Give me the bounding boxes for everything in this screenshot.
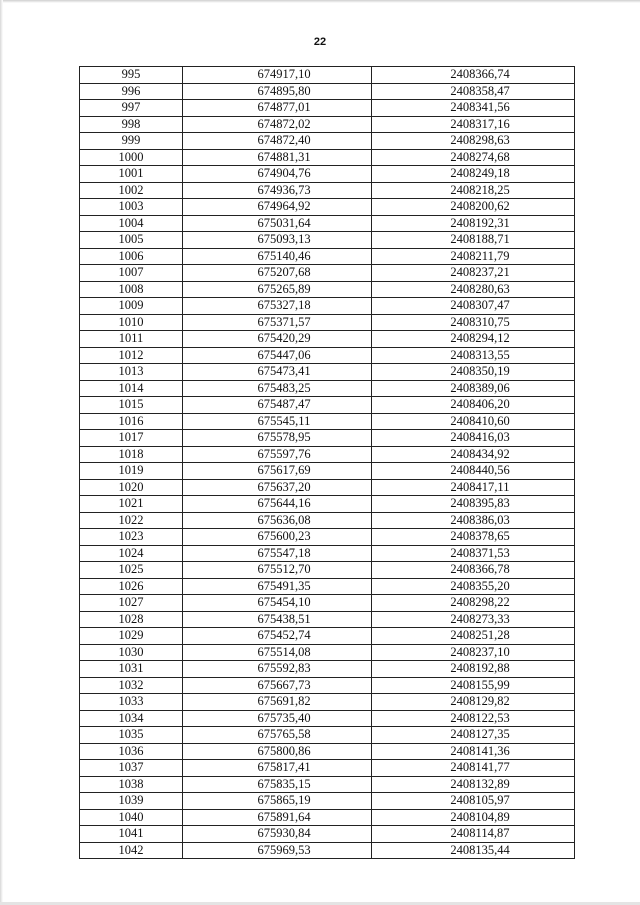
y-coordinate-cell: 2408371,53: [372, 545, 575, 562]
y-coordinate-cell: 2408122,53: [372, 710, 575, 727]
table-row: [80, 694, 575, 711]
y-coordinate-cell: 2408350,19: [372, 364, 575, 381]
table-row: [80, 776, 575, 793]
table-row: [80, 281, 575, 298]
point-number-cell: 1019: [80, 463, 183, 480]
table-row: [80, 743, 575, 760]
table-row: [80, 100, 575, 117]
x-coordinate-cell: 674895,80: [183, 83, 372, 100]
point-number-cell: 998: [80, 116, 183, 133]
y-coordinate-cell: 2408127,35: [372, 727, 575, 744]
point-number-cell: 1034: [80, 710, 183, 727]
y-coordinate-cell: 2408188,71: [372, 232, 575, 249]
table-row: [80, 133, 575, 150]
table-row: [80, 83, 575, 100]
table-row: [80, 430, 575, 447]
y-coordinate-cell: 2408417,11: [372, 479, 575, 496]
y-coordinate-cell: 2408310,75: [372, 314, 575, 331]
point-number-cell: 1041: [80, 826, 183, 843]
y-coordinate-cell: 2408141,77: [372, 760, 575, 777]
table-row: [80, 562, 575, 579]
point-number-cell: 1036: [80, 743, 183, 760]
x-coordinate-cell: 675447,06: [183, 347, 372, 364]
table-row: [80, 760, 575, 777]
point-number-cell: 995: [80, 67, 183, 84]
x-coordinate-cell: 675327,18: [183, 298, 372, 315]
x-coordinate-cell: 675636,08: [183, 512, 372, 529]
x-coordinate-cell: 675545,11: [183, 413, 372, 430]
table-row: [80, 116, 575, 133]
table-row: [80, 331, 575, 348]
y-coordinate-cell: 2408298,22: [372, 595, 575, 612]
y-coordinate-cell: 2408104,89: [372, 809, 575, 826]
x-coordinate-cell: 675667,73: [183, 677, 372, 694]
table-row: [80, 182, 575, 199]
point-number-cell: 1005: [80, 232, 183, 249]
x-coordinate-cell: 675969,53: [183, 842, 372, 859]
x-coordinate-cell: 674872,02: [183, 116, 372, 133]
x-coordinate-cell: 675765,58: [183, 727, 372, 744]
point-number-cell: 1016: [80, 413, 183, 430]
point-number-cell: 1026: [80, 578, 183, 595]
x-coordinate-cell: 675637,20: [183, 479, 372, 496]
table-row: [80, 529, 575, 546]
x-coordinate-cell: 675371,57: [183, 314, 372, 331]
y-coordinate-cell: 2408307,47: [372, 298, 575, 315]
point-number-cell: 1000: [80, 149, 183, 166]
y-coordinate-cell: 2408358,47: [372, 83, 575, 100]
y-coordinate-cell: 2408114,87: [372, 826, 575, 843]
table-row: [80, 347, 575, 364]
point-number-cell: 1002: [80, 182, 183, 199]
x-coordinate-cell: 675483,25: [183, 380, 372, 397]
y-coordinate-cell: 2408129,82: [372, 694, 575, 711]
point-number-cell: 1040: [80, 809, 183, 826]
x-coordinate-cell: 675514,08: [183, 644, 372, 661]
y-coordinate-cell: 2408135,44: [372, 842, 575, 859]
y-coordinate-cell: 2408218,25: [372, 182, 575, 199]
x-coordinate-cell: 674917,10: [183, 67, 372, 84]
x-coordinate-cell: 675817,41: [183, 760, 372, 777]
point-number-cell: 1038: [80, 776, 183, 793]
point-number-cell: 1008: [80, 281, 183, 298]
table-row: [80, 710, 575, 727]
x-coordinate-cell: 675438,51: [183, 611, 372, 628]
table-row: [80, 314, 575, 331]
y-coordinate-cell: 2408273,33: [372, 611, 575, 628]
point-number-cell: 999: [80, 133, 183, 150]
y-coordinate-cell: 2408366,78: [372, 562, 575, 579]
x-coordinate-cell: 675207,68: [183, 265, 372, 282]
y-coordinate-cell: 2408416,03: [372, 430, 575, 447]
table-row: [80, 826, 575, 843]
table-row: [80, 380, 575, 397]
x-coordinate-cell: 675140,46: [183, 248, 372, 265]
y-coordinate-cell: 2408341,56: [372, 100, 575, 117]
x-coordinate-cell: 675644,16: [183, 496, 372, 513]
point-number-cell: 1032: [80, 677, 183, 694]
x-coordinate-cell: 675093,13: [183, 232, 372, 249]
point-number-cell: 1013: [80, 364, 183, 381]
table-row: [80, 545, 575, 562]
point-number-cell: 1010: [80, 314, 183, 331]
table-row: [80, 496, 575, 513]
table-row: [80, 842, 575, 859]
point-number-cell: 1033: [80, 694, 183, 711]
point-number-cell: 1004: [80, 215, 183, 232]
x-coordinate-cell: 675578,95: [183, 430, 372, 447]
table-row: [80, 677, 575, 694]
y-coordinate-cell: 2408249,18: [372, 166, 575, 183]
point-number-cell: 1011: [80, 331, 183, 348]
point-number-cell: 1039: [80, 793, 183, 810]
x-coordinate-cell: 675031,64: [183, 215, 372, 232]
y-coordinate-cell: 2408386,03: [372, 512, 575, 529]
x-coordinate-cell: 675800,86: [183, 743, 372, 760]
table-row: [80, 248, 575, 265]
y-coordinate-cell: 2408141,36: [372, 743, 575, 760]
y-coordinate-cell: 2408317,16: [372, 116, 575, 133]
table-row: [80, 413, 575, 430]
table-row: [80, 479, 575, 496]
scan-edge-left: [0, 0, 3, 905]
point-number-cell: 1037: [80, 760, 183, 777]
x-coordinate-cell: 674877,01: [183, 100, 372, 117]
x-coordinate-cell: 675617,69: [183, 463, 372, 480]
y-coordinate-cell: 2408355,20: [372, 578, 575, 595]
x-coordinate-cell: 674964,92: [183, 199, 372, 216]
y-coordinate-cell: 2408155,99: [372, 677, 575, 694]
point-number-cell: 1025: [80, 562, 183, 579]
point-number-cell: 1042: [80, 842, 183, 859]
table-row: [80, 463, 575, 480]
point-number-cell: 1015: [80, 397, 183, 414]
x-coordinate-cell: 675930,84: [183, 826, 372, 843]
y-coordinate-cell: 2408237,10: [372, 644, 575, 661]
point-number-cell: 1031: [80, 661, 183, 678]
y-coordinate-cell: 2408237,21: [372, 265, 575, 282]
point-number-cell: 1017: [80, 430, 183, 447]
point-number-cell: 1003: [80, 199, 183, 216]
x-coordinate-cell: 675891,64: [183, 809, 372, 826]
x-coordinate-cell: 674936,73: [183, 182, 372, 199]
x-coordinate-cell: 675487,47: [183, 397, 372, 414]
table-row: [80, 215, 575, 232]
table-row: [80, 265, 575, 282]
x-coordinate-cell: 675592,83: [183, 661, 372, 678]
point-number-cell: 997: [80, 100, 183, 117]
y-coordinate-cell: 2408192,88: [372, 661, 575, 678]
x-coordinate-cell: 675512,70: [183, 562, 372, 579]
table-row: [80, 595, 575, 612]
y-coordinate-cell: 2408280,63: [372, 281, 575, 298]
table-row: [80, 199, 575, 216]
y-coordinate-cell: 2408406,20: [372, 397, 575, 414]
point-number-cell: 1009: [80, 298, 183, 315]
x-coordinate-cell: 675265,89: [183, 281, 372, 298]
y-coordinate-cell: 2408105,97: [372, 793, 575, 810]
coordinates-table-body: [80, 67, 575, 859]
y-coordinate-cell: 2408378,65: [372, 529, 575, 546]
x-coordinate-cell: 675454,10: [183, 595, 372, 612]
point-number-cell: 1035: [80, 727, 183, 744]
point-number-cell: 1001: [80, 166, 183, 183]
x-coordinate-cell: 674904,76: [183, 166, 372, 183]
point-number-cell: 1018: [80, 446, 183, 463]
x-coordinate-cell: 675547,18: [183, 545, 372, 562]
x-coordinate-cell: 674881,31: [183, 149, 372, 166]
x-coordinate-cell: 675865,19: [183, 793, 372, 810]
point-number-cell: 1007: [80, 265, 183, 282]
y-coordinate-cell: 2408274,68: [372, 149, 575, 166]
y-coordinate-cell: 2408298,63: [372, 133, 575, 150]
point-number-cell: 1030: [80, 644, 183, 661]
y-coordinate-cell: 2408389,06: [372, 380, 575, 397]
page-number: 22: [313, 36, 327, 48]
y-coordinate-cell: 2408192,31: [372, 215, 575, 232]
table-row: [80, 149, 575, 166]
scan-edge-top: [0, 0, 640, 3]
point-number-cell: 1028: [80, 611, 183, 628]
x-coordinate-cell: 675473,41: [183, 364, 372, 381]
table-row: [80, 644, 575, 661]
y-coordinate-cell: 2408132,89: [372, 776, 575, 793]
table-row: [80, 809, 575, 826]
y-coordinate-cell: 2408313,55: [372, 347, 575, 364]
point-number-cell: 1022: [80, 512, 183, 529]
table-row: [80, 793, 575, 810]
table-row: [80, 628, 575, 645]
point-number-cell: 996: [80, 83, 183, 100]
table-row: [80, 397, 575, 414]
x-coordinate-cell: 675452,74: [183, 628, 372, 645]
x-coordinate-cell: 675491,35: [183, 578, 372, 595]
point-number-cell: 1023: [80, 529, 183, 546]
table-row: [80, 578, 575, 595]
y-coordinate-cell: 2408395,83: [372, 496, 575, 513]
table-row: [80, 364, 575, 381]
x-coordinate-cell: 675420,29: [183, 331, 372, 348]
table-row: [80, 166, 575, 183]
point-number-cell: 1021: [80, 496, 183, 513]
point-number-cell: 1027: [80, 595, 183, 612]
y-coordinate-cell: 2408200,62: [372, 199, 575, 216]
x-coordinate-cell: 675600,23: [183, 529, 372, 546]
table-row: [80, 512, 575, 529]
y-coordinate-cell: 2408410,60: [372, 413, 575, 430]
point-number-cell: 1012: [80, 347, 183, 364]
table-row: [80, 661, 575, 678]
table-row: [80, 232, 575, 249]
point-number-cell: 1029: [80, 628, 183, 645]
coordinates-table: [79, 66, 575, 859]
point-number-cell: 1014: [80, 380, 183, 397]
y-coordinate-cell: 2408294,12: [372, 331, 575, 348]
y-coordinate-cell: 2408366,74: [372, 67, 575, 84]
table-row: [80, 611, 575, 628]
point-number-cell: 1006: [80, 248, 183, 265]
y-coordinate-cell: 2408251,28: [372, 628, 575, 645]
table-row: [80, 727, 575, 744]
y-coordinate-cell: 2408434,92: [372, 446, 575, 463]
point-number-cell: 1024: [80, 545, 183, 562]
x-coordinate-cell: 675691,82: [183, 694, 372, 711]
table-row: [80, 298, 575, 315]
y-coordinate-cell: 2408211,79: [372, 248, 575, 265]
x-coordinate-cell: 675597,76: [183, 446, 372, 463]
x-coordinate-cell: 675735,40: [183, 710, 372, 727]
x-coordinate-cell: 675835,15: [183, 776, 372, 793]
point-number-cell: 1020: [80, 479, 183, 496]
table-row: [80, 67, 575, 84]
table-row: [80, 446, 575, 463]
x-coordinate-cell: 674872,40: [183, 133, 372, 150]
y-coordinate-cell: 2408440,56: [372, 463, 575, 480]
